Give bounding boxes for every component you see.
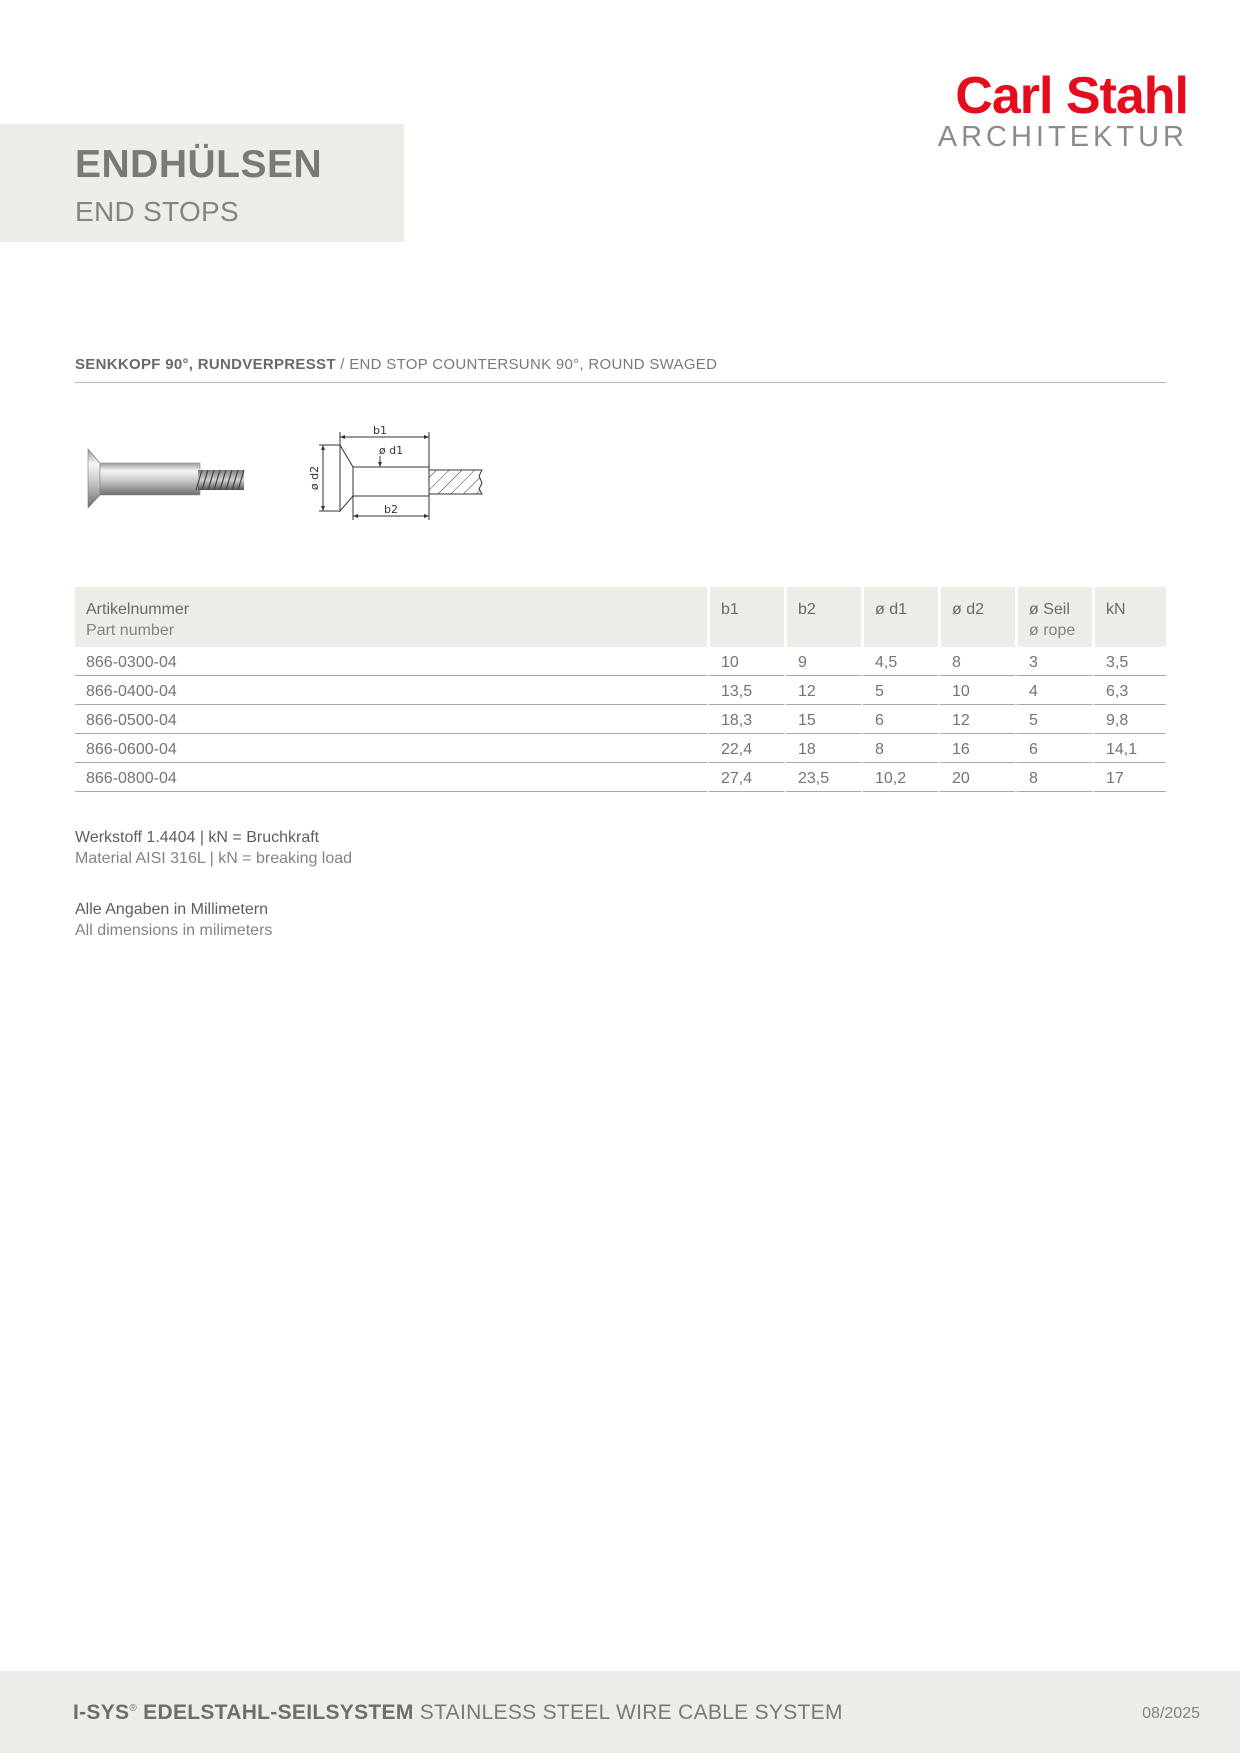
footer-product-line — [73, 1701, 843, 1725]
table-row — [75, 763, 1166, 792]
cell-part-number: 866-0800-04 — [75, 763, 707, 792]
units-note — [75, 899, 272, 941]
cell-b2: 23,5 — [784, 763, 861, 792]
column-header-d2: ø d2 — [938, 587, 1015, 647]
material-note-en: Material AISI 316L | kN = breaking load — [75, 850, 353, 867]
section-divider — [75, 382, 1166, 383]
cell-b2: 9 — [784, 647, 861, 676]
material-note-de: Werkstoff 1.4404 | kN = Bruchkraft — [75, 829, 320, 846]
column-header-b1: b1 — [707, 587, 784, 647]
cell-rope: 8 — [1015, 763, 1092, 792]
table-header-row — [75, 587, 1166, 647]
cell-b1: 10 — [707, 647, 784, 676]
cell-part-number: 866-0300-04 — [75, 647, 707, 676]
cell-d1: 10,2 — [861, 763, 938, 792]
table-row — [75, 676, 1166, 705]
cell-d1: 4,5 — [861, 647, 938, 676]
cell-b2: 15 — [784, 705, 861, 734]
footer-product-de: EDELSTAHL-SEILSYSTEM — [137, 1701, 414, 1724]
section-heading — [75, 356, 717, 373]
footer-brand: I-SYS — [73, 1701, 130, 1724]
cell-kn: 14,1 — [1092, 734, 1166, 763]
cell-rope: 5 — [1015, 705, 1092, 734]
cell-kn: 9,8 — [1092, 705, 1166, 734]
cell-b2: 12 — [784, 676, 861, 705]
brand-logo: Carl Stahl — [955, 67, 1188, 125]
cell-d2: 12 — [938, 705, 1015, 734]
table-row — [75, 734, 1166, 763]
cell-d2: 10 — [938, 676, 1015, 705]
page-subtitle: END STOPS — [75, 196, 240, 227]
cell-b1: 18,3 — [707, 705, 784, 734]
cell-rope: 3 — [1015, 647, 1092, 676]
column-header-part-number: Artikelnummer Part number — [75, 587, 707, 647]
parts-table — [75, 587, 1166, 792]
drawing-label-b2: b2 — [384, 503, 398, 516]
cell-d1: 5 — [861, 676, 938, 705]
table-row — [75, 647, 1166, 676]
units-note-de: Alle Angaben in Millimetern — [75, 901, 268, 918]
cell-d2: 20 — [938, 763, 1015, 792]
cell-b2: 18 — [784, 734, 861, 763]
footer-date: 08/2025 — [1142, 1705, 1200, 1722]
cell-kn: 17 — [1092, 763, 1166, 792]
cell-b1: 22,4 — [707, 734, 784, 763]
section-heading-en: END STOP COUNTERSUNK 90°, ROUND SWAGED — [349, 356, 718, 373]
technical-drawing — [308, 420, 488, 526]
cell-d2: 16 — [938, 734, 1015, 763]
cell-b1: 13,5 — [707, 676, 784, 705]
column-header-kn: kN — [1092, 587, 1166, 647]
cell-d1: 8 — [861, 734, 938, 763]
footer-registered-mark: ® — [129, 1703, 138, 1714]
product-photo — [86, 448, 246, 510]
cell-kn: 3,5 — [1092, 647, 1166, 676]
cell-d2: 8 — [938, 647, 1015, 676]
cell-rope: 4 — [1015, 676, 1092, 705]
section-heading-de: SENKKOPF 90°, RUNDVERPRESST — [75, 356, 336, 373]
cell-d1: 6 — [861, 705, 938, 734]
cell-part-number: 866-0400-04 — [75, 676, 707, 705]
cell-part-number: 866-0600-04 — [75, 734, 707, 763]
cell-kn: 6,3 — [1092, 676, 1166, 705]
section-heading-separator: / — [335, 356, 350, 373]
brand-logo-subtitle: ARCHITEKTUR — [937, 121, 1188, 153]
cell-rope: 6 — [1015, 734, 1092, 763]
drawing-label-d1: ø d1 — [378, 444, 404, 457]
column-header-d1: ø d1 — [861, 587, 938, 647]
cell-b1: 27,4 — [707, 763, 784, 792]
drawing-label-b1: b1 — [373, 424, 387, 437]
units-note-en: All dimensions in milimeters — [75, 922, 273, 939]
column-header-rope: ø Seil ø rope — [1015, 587, 1092, 647]
drawing-label-d2: ø d2 — [308, 465, 321, 491]
material-note — [75, 827, 352, 869]
footer-product-en: STAINLESS STEEL WIRE CABLE SYSTEM — [413, 1701, 843, 1724]
page-title: ENDHÜLSEN — [75, 143, 323, 186]
table-row — [75, 705, 1166, 734]
cell-part-number: 866-0500-04 — [75, 705, 707, 734]
column-header-b2: b2 — [784, 587, 861, 647]
